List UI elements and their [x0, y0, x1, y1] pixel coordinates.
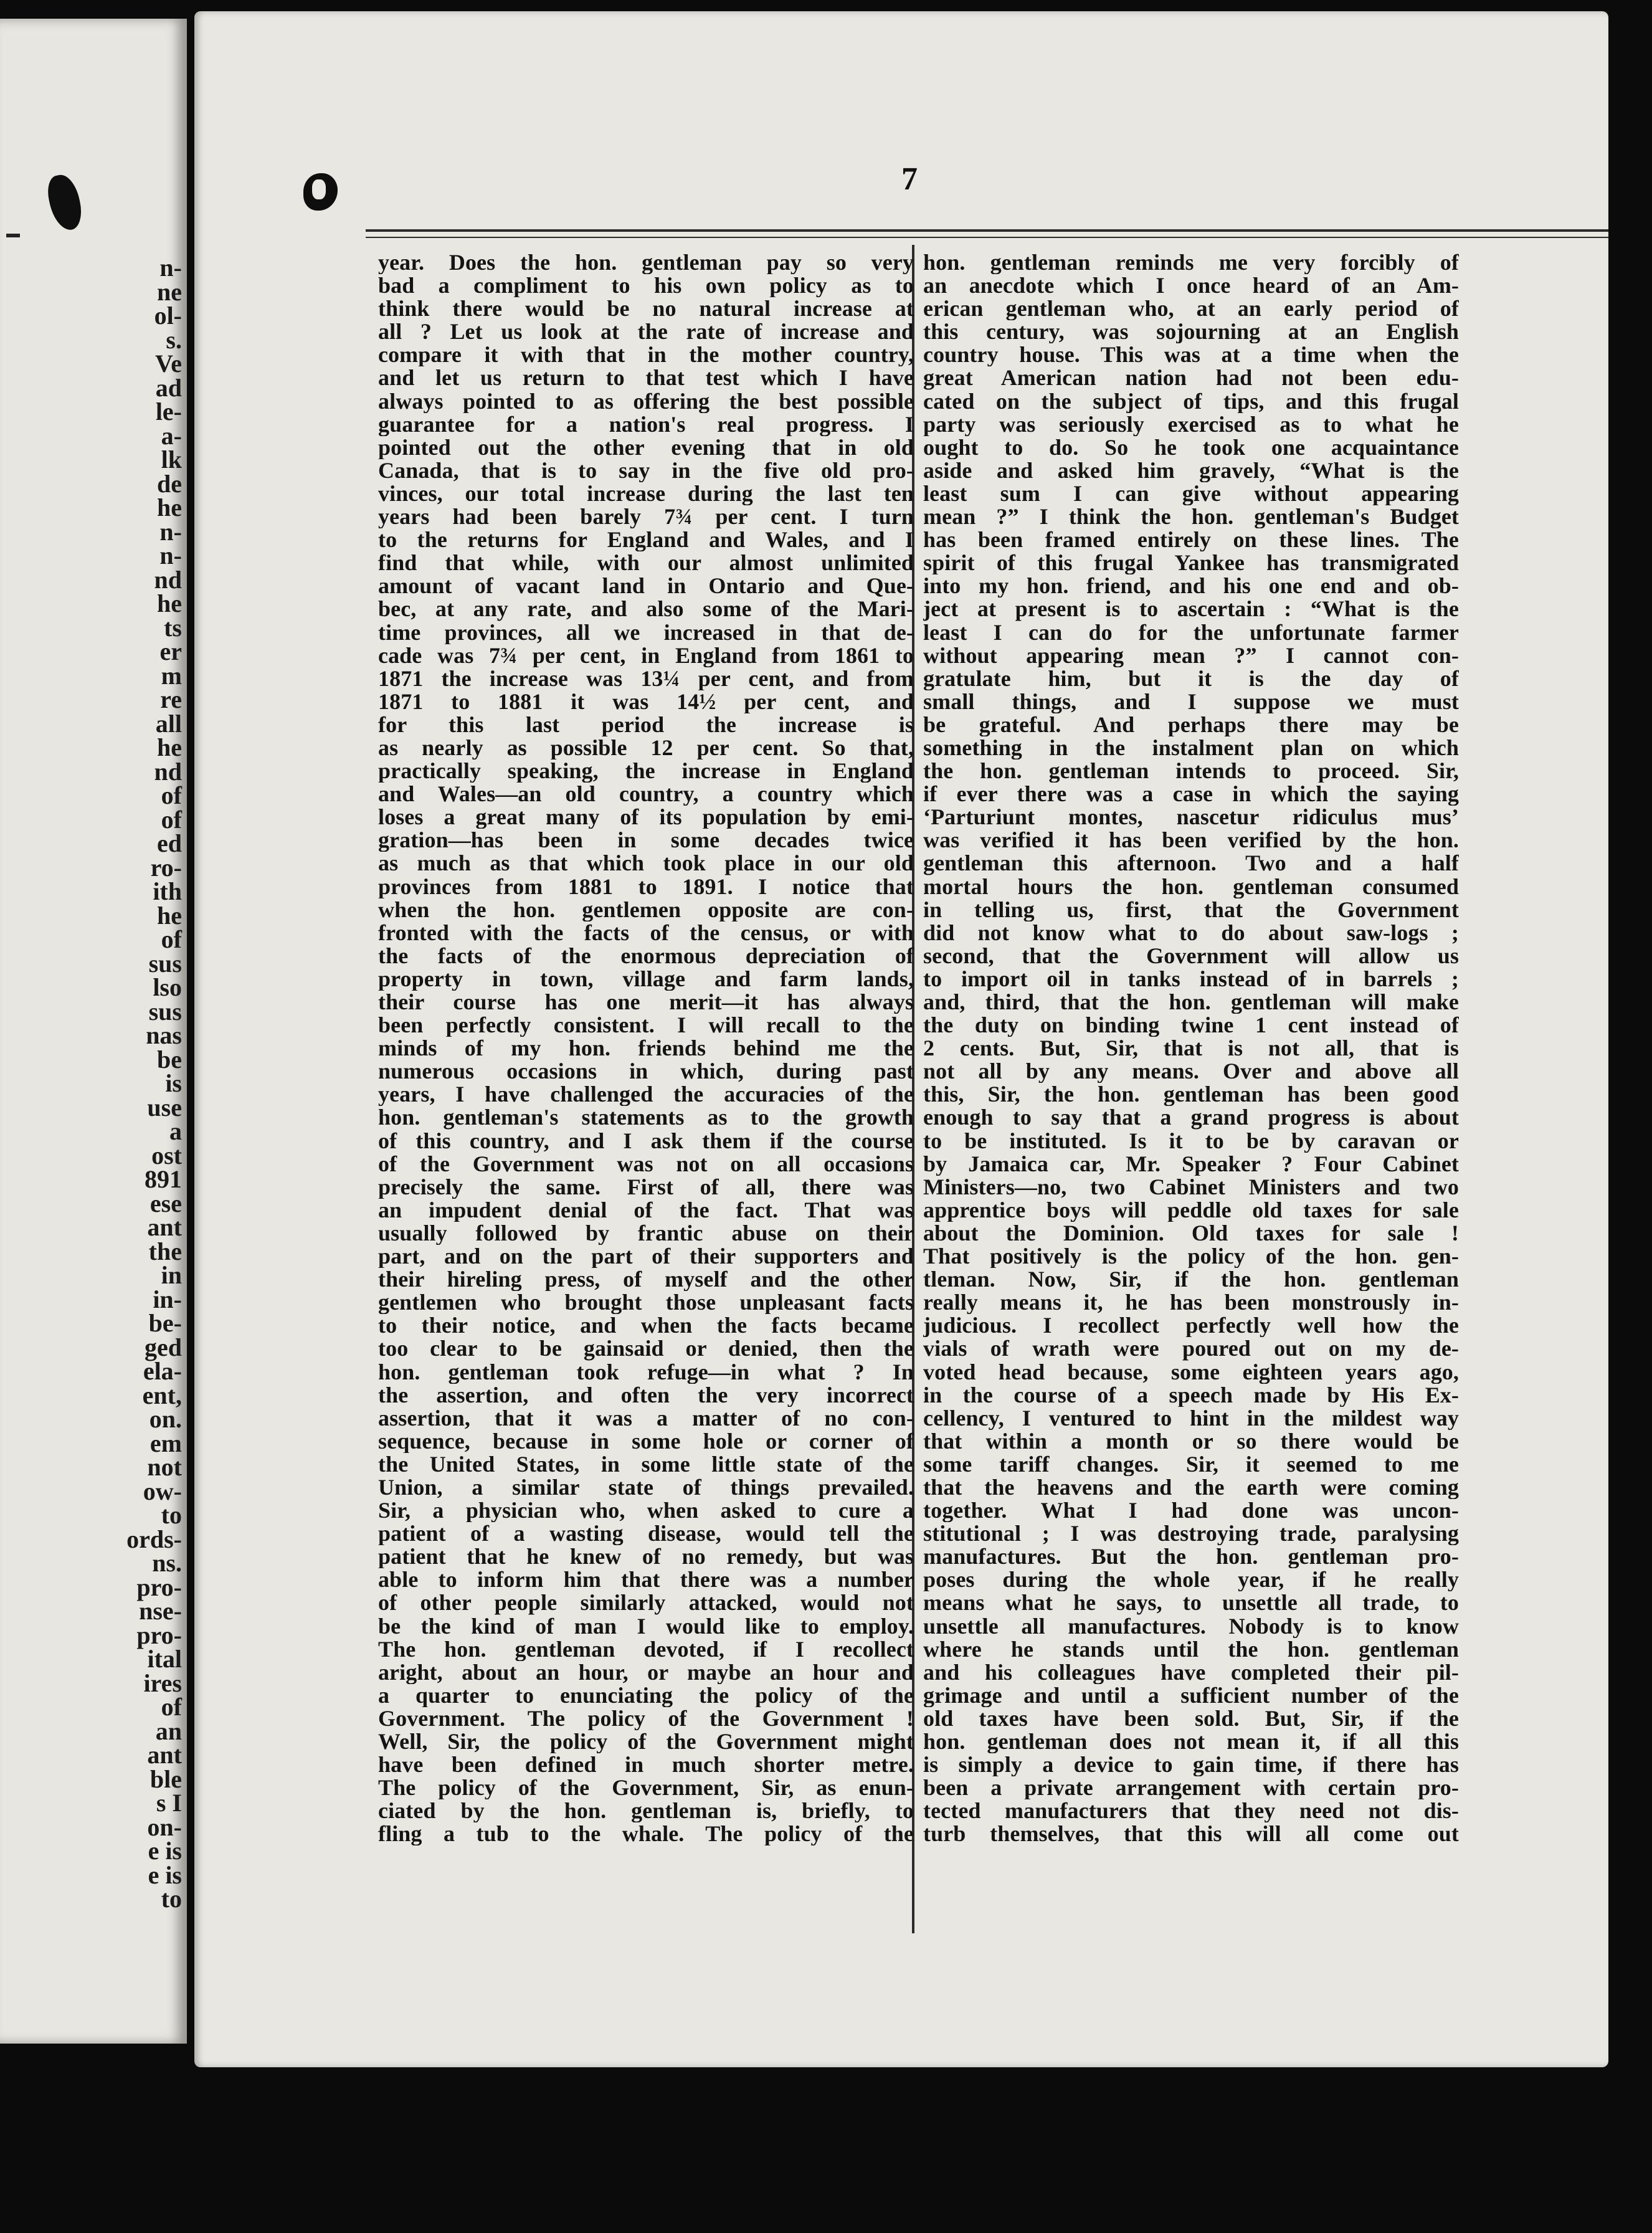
- text-line: Union, a similar state of things prevailed.: [378, 1475, 914, 1500]
- left-page-fragment: of: [161, 805, 182, 834]
- text-line: grimage and until a sufficient number of the: [923, 1683, 1459, 1707]
- left-page-fragment: ad: [155, 373, 182, 402]
- left-page-fragment: an: [155, 1716, 182, 1745]
- text-line: think there would be no natural increase at: [378, 297, 914, 321]
- text-line: was verified it has been verified by the hon.: [923, 829, 1459, 852]
- text-line: to their notice, and when the facts became: [378, 1314, 914, 1338]
- text-line: of the Government was not on all occasions: [378, 1152, 914, 1176]
- left-page-edge: [0, 19, 187, 2044]
- text-line: That positively is the policy of the hon. gen-: [923, 1245, 1459, 1269]
- text-line: hon. gentleman's statements as to the growth: [378, 1106, 914, 1130]
- left-page-fragment: nas: [146, 1021, 182, 1049]
- text-line: where he stands until the hon. gentleman: [923, 1637, 1459, 1661]
- left-page-fragment: nse-: [139, 1597, 182, 1625]
- text-line: the duty on binding twine 1 cent instead of: [923, 1014, 1459, 1037]
- left-page-fragment: on.: [149, 1405, 182, 1433]
- left-page-fragment: pro-: [136, 1573, 182, 1601]
- left-page-fragment: of: [161, 925, 182, 953]
- text-line: 2 cents. But, Sir, that is not all, that is: [923, 1037, 1459, 1060]
- text-line: aright, about an hour, or maybe an hour and: [378, 1660, 914, 1684]
- text-line: together. What I had done was uncon-: [923, 1499, 1459, 1523]
- left-page-fragment: nd: [154, 757, 182, 786]
- text-line: gration—has been in some decades twice: [378, 829, 914, 852]
- text-line: ject at present is to ascertain : “What is the: [923, 598, 1459, 621]
- text-line: Well, Sir, the policy of the Government might: [378, 1730, 914, 1754]
- text-line: by Jamaica car, Mr. Speaker ? Four Cabinet: [923, 1152, 1459, 1176]
- left-page-fragment: de: [157, 469, 182, 498]
- left-page-fragment: le-: [155, 398, 182, 426]
- text-line: when the hon. gentlemen opposite are con-: [378, 898, 914, 921]
- ink-blot: [44, 172, 85, 233]
- text-line: second, that the Government will allow us: [923, 944, 1459, 968]
- text-line: compare it with that in the mother country,: [378, 343, 914, 367]
- text-line: least I can do for the unfortunate farmer: [923, 621, 1459, 644]
- text-line: property in town, village and farm lands,: [378, 967, 914, 991]
- text-line: in the course of a speech made by His Ex-: [923, 1383, 1459, 1407]
- text-line: and, third, that the hon. gentleman will make: [923, 991, 1459, 1014]
- left-page-fragment: ital: [147, 1645, 182, 1673]
- text-line: into my hon. friend, and his one end and ob-: [923, 574, 1459, 598]
- text-line: stitutional ; I was destroying trade, paralysing: [923, 1522, 1459, 1546]
- text-line: time provinces, all we increased in that de-: [378, 621, 914, 644]
- text-line: 1871 the increase was 13¼ per cent, and from: [378, 667, 914, 690]
- text-line: really means it, he has been monstrously in-: [923, 1291, 1459, 1315]
- text-line: their course has one merit—it has always: [378, 991, 914, 1014]
- text-line: a quarter to enunciating the policy of the: [378, 1683, 914, 1707]
- text-line: voted head because, some eighteen years ago,: [923, 1360, 1459, 1384]
- text-line: has been framed entirely on these lines. The: [923, 528, 1459, 552]
- text-line: aside and asked him gravely, “What is the: [923, 459, 1459, 482]
- text-line: patient of a wasting disease, would tell the: [378, 1522, 914, 1546]
- text-line: an impudent denial of the fact. That was: [378, 1198, 914, 1222]
- text-line: cated on the subject of tips, and this frugal: [923, 389, 1459, 413]
- left-page-fragment: ese: [150, 1189, 182, 1217]
- text-line: the United States, in some little state of the: [378, 1452, 914, 1476]
- left-page-fragment: ent,: [142, 1381, 182, 1409]
- left-page-fragment: to: [161, 1501, 182, 1529]
- text-line: and Wales—an old country, a country which: [378, 783, 914, 806]
- header-rule: [366, 229, 1608, 232]
- text-line: erican gentleman who, at an early period of: [923, 297, 1459, 321]
- text-line: the facts of the enormous depreciation of: [378, 944, 914, 968]
- text-line: been a private arrangement with certain pro-: [923, 1776, 1459, 1800]
- text-line: pointed out the other evening that in old: [378, 436, 914, 459]
- text-line: year. Does the hon. gentleman pay so very: [378, 251, 914, 275]
- left-page-fragment: all: [155, 709, 182, 738]
- text-line: patient that he knew of no remedy, but was: [378, 1545, 914, 1569]
- text-line: The hon. gentleman devoted, if I recollect: [378, 1637, 914, 1661]
- text-line: to the returns for England and Wales, and I: [378, 528, 914, 552]
- ink-blot: [303, 173, 338, 211]
- header-rule-thin: [366, 237, 1608, 238]
- text-line: of this country, and I ask them if the course: [378, 1129, 914, 1153]
- text-line: minds of my hon. friends behind me the: [378, 1037, 914, 1060]
- text-line: been perfectly consistent. I will recall to the: [378, 1014, 914, 1037]
- left-page-fragment: the: [148, 1237, 182, 1265]
- page-number: 7: [901, 161, 918, 197]
- text-line: something in the instalment plan on which: [923, 736, 1459, 760]
- text-line: cellency, I ventured to hint in the mildest way: [923, 1406, 1459, 1430]
- text-line: gentleman this afternoon. Two and a half: [923, 852, 1459, 875]
- text-line: Sir, a physician who, when asked to cure a: [378, 1499, 914, 1523]
- text-line: 1871 to 1881 it was 14½ per cent, and: [378, 690, 914, 713]
- text-line: gratulate him, but it is the day of: [923, 667, 1459, 690]
- text-line: in telling us, first, that the Government: [923, 898, 1459, 921]
- text-line: this, Sir, the hon. gentleman has been good: [923, 1083, 1459, 1107]
- text-line: Canada, that is to say in the five old pro-: [378, 459, 914, 482]
- text-line: and let us return to that test which I have: [378, 366, 914, 390]
- text-line: the assertion, and often the very incorrect: [378, 1383, 914, 1407]
- text-line: for this last period the increase is: [378, 713, 914, 736]
- right-text-column: [923, 251, 1459, 1845]
- left-page-fragment: nd: [154, 565, 182, 594]
- text-line: this century, was sojourning at an English: [923, 320, 1459, 344]
- text-line: guarantee for a nation's real progress. I: [378, 412, 914, 436]
- left-page-fragment: ow-: [143, 1477, 182, 1505]
- text-line: enough to say that a grand progress is about: [923, 1106, 1459, 1130]
- text-line: party was seriously exercised as to what he: [923, 412, 1459, 436]
- left-page-fragment: he: [157, 901, 182, 930]
- text-line: without appearing mean ?” I cannot con-: [923, 644, 1459, 667]
- left-page-fragment: he: [157, 589, 182, 617]
- left-page-fragment: er: [159, 637, 182, 665]
- text-line: tected manufacturers that they need not dis-: [923, 1799, 1459, 1823]
- left-page-dash: [6, 234, 20, 237]
- text-line: Government. The policy of the Government !: [378, 1707, 914, 1730]
- text-line: judicious. I recollect perfectly well how the: [923, 1314, 1459, 1338]
- left-page-fragment: in: [161, 1261, 182, 1289]
- left-page-fragment: of: [161, 1693, 182, 1721]
- text-line: vinces, our total increase during the last ten: [378, 482, 914, 506]
- text-line: numerous occasions in which, during past: [378, 1060, 914, 1083]
- text-line: ‘Parturiunt montes, nascetur ridiculus mus’: [923, 806, 1459, 829]
- left-page-fragment: s I: [156, 1789, 182, 1817]
- text-line: unsettle all manufactures. Nobody is to know: [923, 1614, 1459, 1638]
- text-line: great American nation had not been edu-: [923, 366, 1459, 390]
- left-page-fragment: is: [165, 1069, 182, 1097]
- text-line: to be instituted. Is it to be by caravan or: [923, 1129, 1459, 1153]
- text-line: if ever there was a case in which the saying: [923, 783, 1459, 806]
- left-page-fragment: Ve: [155, 350, 182, 378]
- text-line: able to inform him that there was a number: [378, 1568, 914, 1592]
- left-page-fragment: ela-: [143, 1357, 182, 1385]
- left-page-fragment: use: [147, 1093, 182, 1121]
- text-line: some tariff changes. Sir, it seemed to me: [923, 1452, 1459, 1476]
- left-page-fragment: pro-: [136, 1621, 182, 1649]
- left-page-fragment: 891: [145, 1165, 182, 1193]
- text-line: too clear to be gainsaid or denied, then the: [378, 1337, 914, 1361]
- left-page-fragment: in-: [153, 1285, 182, 1313]
- text-line: least sum I can give without appearing: [923, 482, 1459, 506]
- text-line: spirit of this frugal Yankee has transmigrated: [923, 551, 1459, 575]
- text-line: manufactures. But the hon. gentleman pro-: [923, 1545, 1459, 1569]
- text-line: and his colleagues have completed their pil-: [923, 1660, 1459, 1684]
- left-page-fragment: he: [157, 733, 182, 761]
- text-line: practically speaking, the increase in England: [378, 759, 914, 783]
- text-line: as nearly as possible 12 per cent. So that,: [378, 736, 914, 760]
- text-line: an anecdote which I once heard of an Am-: [923, 274, 1459, 298]
- text-line: gentlemen who brought those unpleasant facts: [378, 1291, 914, 1315]
- left-page-fragment: lk: [161, 445, 182, 474]
- text-line: vials of wrath were poured out on my de-: [923, 1337, 1459, 1361]
- left-page-fragment: ble: [150, 1764, 182, 1793]
- left-page-fragment: e is: [148, 1860, 182, 1889]
- text-line: means what he says, to unsettle all trade, to: [923, 1591, 1459, 1615]
- left-page-fragment: on-: [147, 1812, 182, 1841]
- text-line: as much as that which took place in our old: [378, 852, 914, 875]
- text-line: bec, at any rate, and also some of the Mari-: [378, 598, 914, 621]
- left-page-fragment: be-: [148, 1309, 182, 1337]
- text-line: apprentice boys will peddle old taxes for sale: [923, 1198, 1459, 1222]
- text-line: the hon. gentleman intends to proceed. Sir,: [923, 759, 1459, 783]
- left-page-fragment: m: [161, 661, 182, 690]
- document-page: [194, 11, 1608, 2067]
- text-line: The policy of the Government, Sir, as enun-: [378, 1776, 914, 1800]
- text-line: ciated by the hon. gentleman is, briefly, to: [378, 1799, 914, 1823]
- text-line: is simply a device to gain time, if there has: [923, 1753, 1459, 1777]
- left-page-fragment: n-: [159, 541, 182, 569]
- text-line: have been defined in much shorter metre.: [378, 1753, 914, 1777]
- text-line: cade was 7¾ per cent, in England from 1861 to: [378, 644, 914, 667]
- left-page-fragment: be: [157, 1045, 182, 1074]
- text-line: provinces from 1881 to 1891. I notice that: [378, 875, 914, 898]
- text-line: ought to do. So he took one acquaintance: [923, 436, 1459, 459]
- text-line: usually followed by frantic abuse on their: [378, 1221, 914, 1245]
- left-page-fragment: n-: [159, 254, 182, 282]
- left-page-fragment: sus: [148, 997, 182, 1026]
- left-page-fragment: to: [161, 1885, 182, 1913]
- text-line: fronted with the facts of the census, or with: [378, 921, 914, 945]
- left-page-fragment: he: [157, 493, 182, 521]
- left-page-fragment: ne: [157, 277, 182, 306]
- text-line: assertion, that it was a matter of no con-: [378, 1406, 914, 1430]
- left-page-fragment: of: [161, 781, 182, 809]
- text-line: mortal hours the hon. gentleman consumed: [923, 875, 1459, 898]
- left-page-fragment: ns.: [152, 1549, 182, 1577]
- text-line: did not know what to do about saw-logs ;: [923, 921, 1459, 945]
- text-line: sequence, because in some hole or corner of: [378, 1429, 914, 1453]
- left-page-fragment: ed: [157, 829, 182, 857]
- left-page-fragment: sus: [148, 949, 182, 978]
- left-page-fragment: ords-: [126, 1525, 182, 1553]
- left-text-column: [378, 251, 914, 1845]
- text-line: be the kind of man I would like to employ.: [378, 1614, 914, 1638]
- left-page-fragment: s.: [166, 325, 182, 354]
- text-line: years, I have challenged the accuracies of the: [378, 1083, 914, 1107]
- text-line: hon. gentleman took refuge—in what ? In: [378, 1360, 914, 1384]
- text-line: precisely the same. First of all, there was: [378, 1175, 914, 1199]
- left-page-fragment: ith: [153, 877, 182, 905]
- text-line: not all by any means. Over and above all: [923, 1060, 1459, 1083]
- text-line: old taxes have been sold. But, Sir, if the: [923, 1707, 1459, 1730]
- text-line: about the Dominion. Old taxes for sale !: [923, 1221, 1459, 1245]
- text-line: find that while, with our almost unlimited: [378, 551, 914, 575]
- left-page-fragment: lso: [153, 973, 182, 1001]
- text-line: their hireling press, of myself and the other: [378, 1268, 914, 1292]
- text-line: mean ?” I think the hon. gentleman's Budget: [923, 505, 1459, 529]
- text-line: poses during the whole year, if he really: [923, 1568, 1459, 1592]
- left-page-fragment: ant: [147, 1213, 182, 1241]
- left-page-fragment: a: [169, 1117, 182, 1145]
- text-line: be grateful. And perhaps there may be: [923, 713, 1459, 736]
- text-line: years had been barely 7¾ per cent. I turn: [378, 505, 914, 529]
- text-line: that the heavens and the earth were coming: [923, 1475, 1459, 1500]
- left-page-fragment: em: [150, 1429, 182, 1457]
- left-page-fragment: re: [160, 685, 182, 713]
- left-page-fragment: ro-: [150, 853, 182, 882]
- text-line: hon. gentleman does not mean it, if all this: [923, 1730, 1459, 1754]
- left-page-fragment: n-: [159, 517, 182, 546]
- left-page-fragment: ires: [143, 1669, 182, 1697]
- left-page-fragment: ts: [164, 613, 182, 642]
- text-line: fling a tub to the whale. The policy of the: [378, 1822, 914, 1846]
- text-line: country house. This was at a time when the: [923, 343, 1459, 367]
- text-line: part, and on the part of their supporters and: [378, 1245, 914, 1269]
- text-line: all ? Let us look at the rate of increase and: [378, 320, 914, 344]
- left-page-fragment: not: [147, 1453, 182, 1481]
- text-line: of other people similarly attacked, would not: [378, 1591, 914, 1615]
- text-line: always pointed to as offering the best possible: [378, 389, 914, 413]
- left-page-fragment: ost: [151, 1141, 182, 1169]
- text-line: Ministers—no, two Cabinet Ministers and two: [923, 1175, 1459, 1199]
- text-line: that within a month or so there would be: [923, 1429, 1459, 1453]
- text-line: bad a compliment to his own policy as to: [378, 274, 914, 298]
- left-page-fragment: ged: [145, 1333, 182, 1361]
- left-page-fragment: ol-: [154, 302, 182, 330]
- text-line: small things, and I suppose we must: [923, 690, 1459, 713]
- left-page-fragment: a-: [161, 421, 182, 450]
- text-line: to import oil in tanks instead of in barrels ;: [923, 967, 1459, 991]
- text-line: loses a great many of its population by emi-: [378, 806, 914, 829]
- text-line: turb themselves, that this will all come out: [923, 1822, 1459, 1846]
- left-page-fragment: ant: [147, 1741, 182, 1769]
- text-line: tleman. Now, Sir, if the hon. gentleman: [923, 1268, 1459, 1292]
- text-line: hon. gentleman reminds me very forcibly of: [923, 251, 1459, 275]
- left-page-fragment: e is: [148, 1837, 182, 1865]
- text-line: amount of vacant land in Ontario and Que-: [378, 574, 914, 598]
